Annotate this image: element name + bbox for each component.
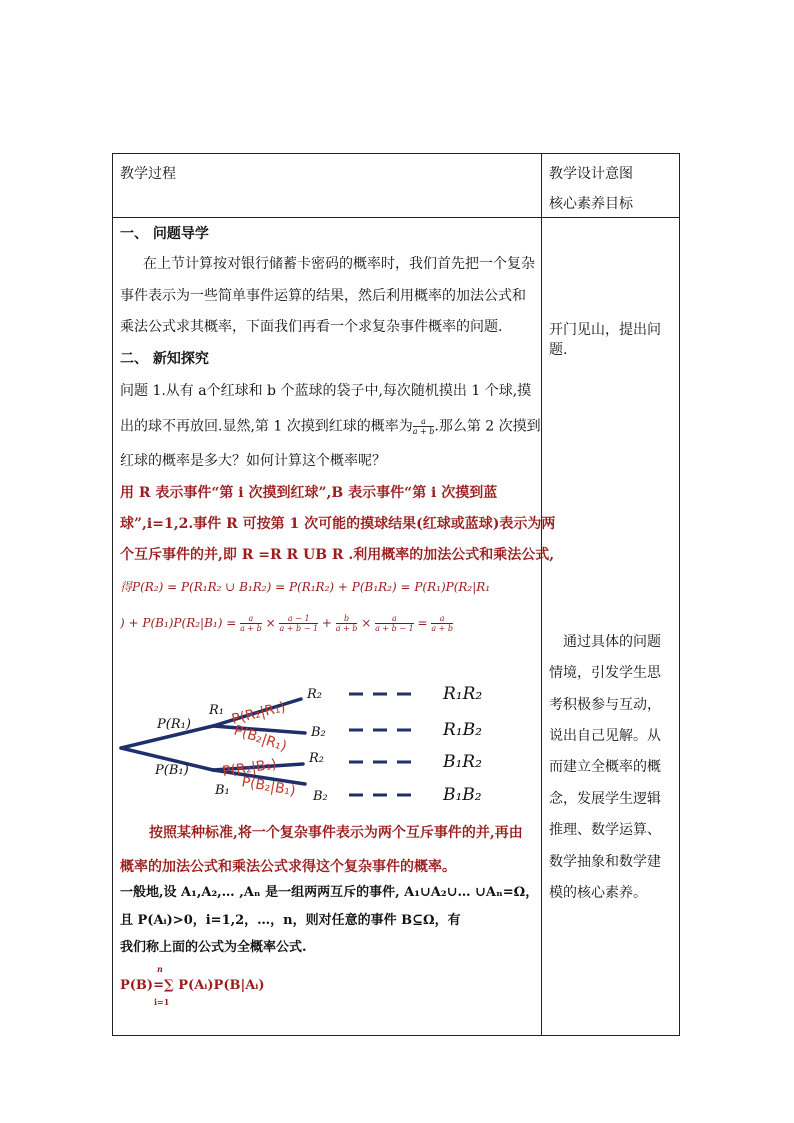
right-intro: 开门见山，提出问题. <box>549 322 661 358</box>
result-r1r2: R₁R₂ <box>443 684 483 704</box>
label-p-b1: P(B₁) <box>155 763 189 778</box>
result-b1b2: B₁B₂ <box>443 785 482 805</box>
header-right-line2: 核心素养目标 <box>549 196 633 212</box>
fraction-a-over-ab <box>413 417 435 436</box>
result-r1b2: R₁B₂ <box>443 720 482 740</box>
red-line4: 得P(R₂) = P(R₁R₂ ∪ B₁R₂) = P(R₁R₂) + P(B₁R₂) = P(R₁)P(R₂|R₁ <box>120 580 491 594</box>
branch-label-b2-given-r1: P(B₂|R₁) <box>231 722 289 755</box>
sum-lower: i=1 <box>154 997 170 1007</box>
section1-para-line3: 乘法公式求其概率，下面我们再看一个求复杂事件概率的问题. <box>120 319 503 335</box>
right-line8: 数学抽象和数学建 <box>549 854 661 870</box>
question-line3: 红球的概率是多大？如何计算这个概率呢？ <box>120 453 386 469</box>
section1-para-line1: 在上节计算按对银行储蓄卡密码的概率时，我们首先把一个复杂 <box>143 256 535 272</box>
label-r2-bottom: R₂ <box>309 751 324 766</box>
general-line3: 我们称上面的公式为全概率公式. <box>120 940 307 955</box>
section2-title: 二、 新知探究 <box>120 351 209 367</box>
section1-title: 一、 问题导学 <box>120 226 209 242</box>
column-divider <box>541 154 542 1035</box>
fraction-num: a <box>413 417 435 427</box>
probability-tree <box>113 678 541 818</box>
question-line2 <box>120 417 541 436</box>
question-line2-b: .那么第 2 次摸到 <box>434 418 541 435</box>
red-line5: ) + P(B₁)P(R₂|B₁) = $\frac{a}{a + b}$ × $\frac{a - 1}{a + b - 1}$ + $\frac{b}{a + b}$ × $\frac{a}{a + b - 1}$ = $\frac{a}{a + b}$ <box>120 614 454 633</box>
right-line4: 说出自己见解。从 <box>549 728 661 744</box>
frac2: $\frac{a - 1}{a + b - 1}$ <box>279 614 319 633</box>
frac5: $\frac{a}{a + b}$ <box>431 614 454 633</box>
label-r2-top: R₂ <box>307 687 322 702</box>
right-line6: 念，发展学生逻辑 <box>549 791 661 807</box>
right-line9: 模的核心素养。 <box>549 885 647 901</box>
right-line3: 考积极参与互动， <box>549 697 661 713</box>
question-line1: 问题 1.从有 a个红球和 b 个蓝球的袋子中,每次随机摸出 1 个球,摸 <box>120 383 532 399</box>
header-left: 教学过程 <box>120 166 176 182</box>
section1-para-line2: 事件表示为一些简单事件运算的结果，然后利用概率的加法公式和 <box>120 288 526 304</box>
frac4: $\frac{a}{a + b - 1}$ <box>375 614 414 633</box>
formula-text: P(B)=∑ P(Aᵢ)P(B|Aᵢ) <box>120 978 265 993</box>
red-line5-a: ) + P(B₁)P(R₂|B₁) = <box>120 616 237 630</box>
header-right-line1: 教学设计意图 <box>549 166 633 182</box>
general-line2: 且 P(Aᵢ)>0，i=1,2，…，n，则对任意的事件 B⊆Ω，有 <box>120 913 461 928</box>
red-line3: 个互斥事件的并,即 R =R R UB R .利用概率的加法公式和乘法公式, <box>120 547 555 563</box>
total-probability-formula <box>120 964 538 1014</box>
branch-label-r2-given-r1: P(R₂|R₁) <box>230 699 288 728</box>
lesson-table <box>112 153 680 1036</box>
general-line1: 一般地,设 A₁,A₂,… ,Aₙ 是一组两两互斥的事件, A₁∪A₂∪… ∪Aₙ=Ω， <box>120 885 539 900</box>
label-b1: B₁ <box>215 783 230 798</box>
right-line7: 推理、数学运算、 <box>549 822 661 838</box>
right-line1: 通过具体的问题 <box>563 634 661 650</box>
fraction-den: a + b <box>412 427 435 436</box>
right-line2: 情境，引发学生思 <box>549 665 661 681</box>
frac3: $\frac{b}{a + b}$ <box>335 614 358 633</box>
right-line5: 而建立全概率的概 <box>549 759 661 775</box>
question-line2-a: 出的球不再放回.显然,第 1 次摸到红球的概率为 <box>120 418 413 435</box>
header-divider <box>113 217 679 218</box>
result-b1r2: B₁R₂ <box>443 752 482 772</box>
branch-label-r2-given-b1: P(R₂|B₁) <box>221 756 278 780</box>
label-r1: R₁ <box>209 703 224 718</box>
label-b2-bottom: B₂ <box>313 789 328 804</box>
summary-line1: 按照某种标准,将一个复杂事件表示为两个互斥事件的并,再由 <box>149 825 523 841</box>
label-b2-top: B₂ <box>311 725 326 740</box>
red-line1: 用 R 表示事件“第 i 次摸到红球”,B 表示事件“第 i 次摸到蓝 <box>120 485 498 501</box>
branch-label-b2-given-b1: P(B₂|B₁) <box>240 774 297 800</box>
sum-upper: n <box>157 964 163 974</box>
label-p-r1: P(R₁) <box>157 717 191 732</box>
frac1: $\frac{a}{a + b}$ <box>240 614 262 633</box>
red-line2: 球”,i=1,2.事件 R 可按第 1 次可能的摸球结果(红球或蓝球)表示为两 <box>120 516 556 532</box>
summary-line2: 概率的加法公式和乘法公式求得这个复杂事件的概率。 <box>120 859 456 875</box>
